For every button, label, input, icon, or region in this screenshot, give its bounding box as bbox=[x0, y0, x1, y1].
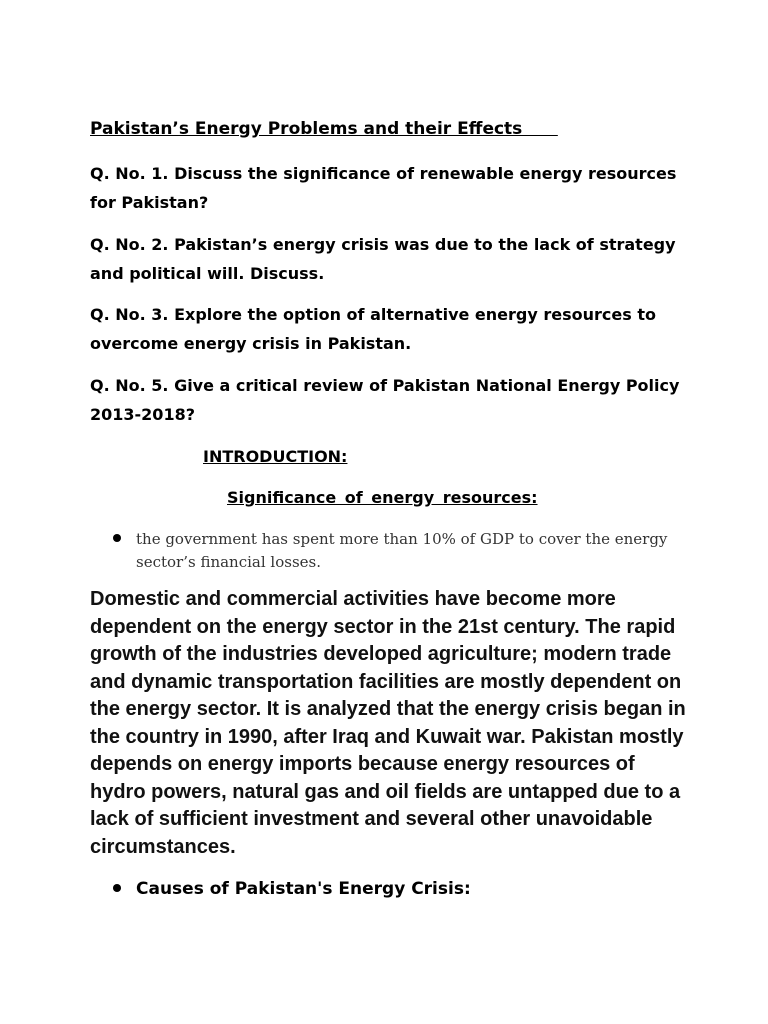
document-title: Pakistan’s Energy Problems and their Effects bbox=[90, 119, 558, 139]
bullet-item-causes: Causes of Pakistan's Energy Crisis: bbox=[136, 879, 471, 899]
body-paragraph: Domestic and commercial activities have become more dependent on the energy sector in the 21st century. The rapid growth of the industries developed agriculture; modern trade and dynamic transportation facilities are mostly dependent on the energy sector. It is analyzed that the energy crisis began in the country in 1990, after Iraq and Kuwait war. Pakistan mostly depends on energy imports because energy resources of hydro powers, natural gas and oil fields are untapped due to a lack of sufficient investment and several other unavoidable circumstances. bbox=[90, 588, 686, 858]
question-1: Q. No. 1. Discuss the significance of renewable energy resources for Pakistan? bbox=[90, 164, 677, 212]
question-5: Q. No. 5. Give a critical review of Pakistan National Energy Policy 2013-2018? bbox=[90, 376, 680, 424]
significance-heading: Significance of energy resources: bbox=[227, 488, 538, 507]
bullet-icon bbox=[113, 534, 121, 542]
bullet-icon bbox=[113, 884, 121, 892]
question-3: Q. No. 3. Explore the option of alternative energy resources to overcome energy crisis in Pakistan. bbox=[90, 305, 656, 353]
question-2: Q. No. 2. Pakistan’s energy crisis was due to the lack of strategy and political will. Discuss. bbox=[90, 235, 676, 283]
bullet-item-gdp: the government has spent more than 10% of GDP to cover the energy sector’s financial losses. bbox=[136, 530, 668, 571]
introduction-heading: INTRODUCTION: bbox=[203, 447, 348, 466]
